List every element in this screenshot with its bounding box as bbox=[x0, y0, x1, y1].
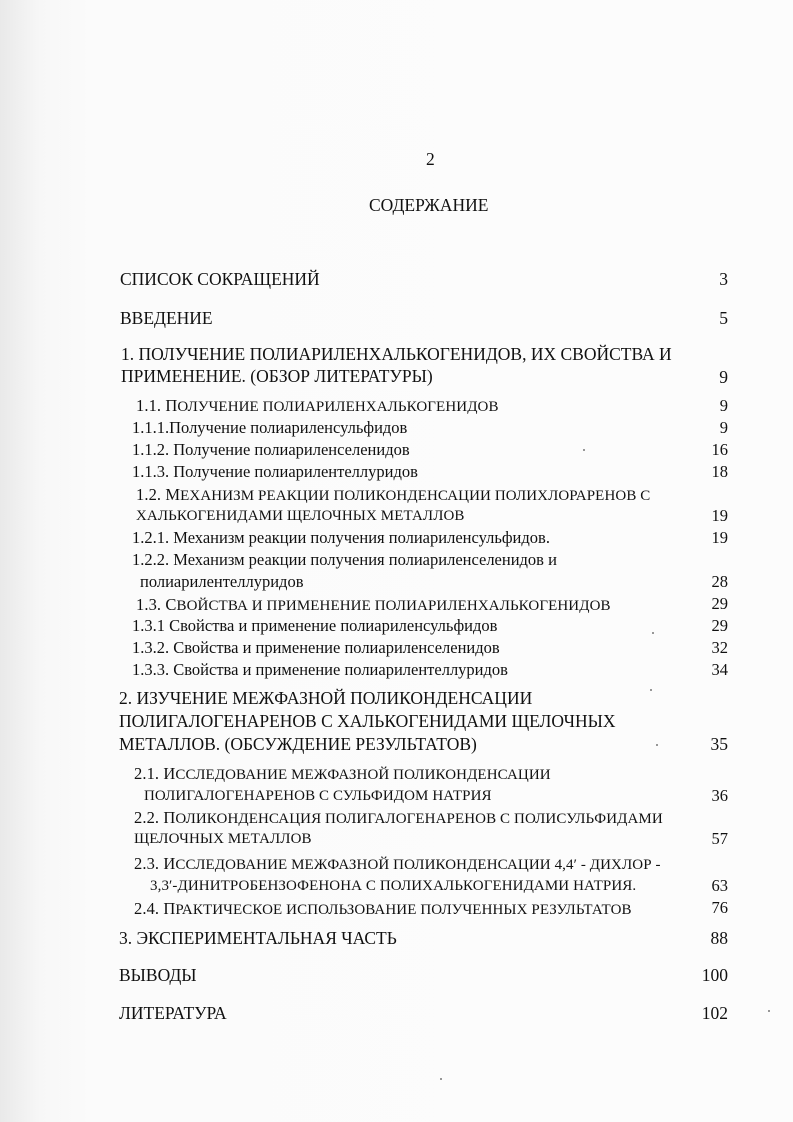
toc-entry-label: 2.4. ПРАКТИЧЕСКОЕ ИСПОЛЬЗОВАНИЕ ПОЛУЧЕННЫХ РЕЗУЛЬТАТОВ bbox=[134, 899, 632, 918]
toc-page-number: 36 bbox=[711, 786, 728, 805]
toc-page-number: 102 bbox=[701, 1003, 728, 1023]
toc-page-number: 29 bbox=[711, 616, 728, 635]
toc-entry-label: ЛИТЕРАТУРА bbox=[119, 1003, 227, 1023]
toc-page-number: 34 bbox=[711, 660, 728, 679]
toc-page-number: 9 bbox=[719, 367, 728, 387]
scan-speck bbox=[656, 744, 658, 746]
scan-speck bbox=[583, 449, 585, 451]
toc-entry-label: СПИСОК СОКРАЩЕНИЙ bbox=[120, 269, 320, 289]
toc-title: СОДЕРЖАНИЕ bbox=[369, 195, 489, 215]
scan-speck bbox=[650, 689, 652, 691]
toc-entry-label: 1. ПОЛУЧЕНИЕ ПОЛИАРИЛЕНХАЛЬКОГЕНИДОВ, ИХ СВОЙСТВА И bbox=[121, 344, 672, 364]
toc-entry-label-cont: ЩЕЛОЧНЫХ МЕТАЛЛОВ bbox=[134, 831, 312, 847]
toc-entry-label: 1.3.1 Свойства и применение полиариленсульфидов bbox=[132, 616, 498, 635]
toc-page-number: 5 bbox=[719, 308, 728, 328]
toc-page-number: 19 bbox=[711, 506, 728, 525]
toc-page-number: 57 bbox=[711, 829, 728, 848]
toc-entry-label: 1.2. МЕХАНИЗМ РЕАКЦИИ ПОЛИКОНДЕНСАЦИИ ПОЛИХЛОРАРЕНОВ С bbox=[136, 485, 651, 504]
toc-entry-label: 1.3.2. Свойства и применение полиариленселенидов bbox=[132, 638, 500, 657]
toc-page-number: 35 bbox=[710, 734, 728, 754]
toc-page-number: 88 bbox=[710, 928, 728, 948]
toc-entry-label: 3. ЭКСПЕРИМЕНТАЛЬНАЯ ЧАСТЬ bbox=[119, 928, 397, 948]
toc-entry-label: 1.1. ПОЛУЧЕНИЕ ПОЛИАРИЛЕНХАЛЬКОГЕНИДОВ bbox=[136, 396, 499, 415]
toc-page-number: 16 bbox=[711, 440, 728, 459]
toc-entry-label: 1.2.2. Механизм реакции получения полиариленселенидов и bbox=[132, 550, 557, 569]
toc-page-number: 100 bbox=[701, 965, 728, 985]
toc-entry-label: 1.3.3. Свойства и применение полиарилентеллуридов bbox=[132, 660, 508, 679]
toc-entry-label: 1.3. СВОЙСТВА И ПРИМЕНЕНИЕ ПОЛИАРИЛЕНХАЛЬКОГЕНИДОВ bbox=[136, 595, 611, 614]
toc-entry-label-cont: ПОЛИГАЛОГЕНАРЕНОВ С ХАЛЬКОГЕНИДАМИ ЩЕЛОЧНЫХ bbox=[119, 711, 616, 731]
toc-entry-label: 2.2. ПОЛИКОНДЕНСАЦИЯ ПОЛИГАЛОГЕНАРЕНОВ С ПОЛИСУЛЬФИДАМИ bbox=[134, 808, 663, 827]
toc-entry-label-cont: МЕТАЛЛОВ. (ОБСУЖДЕНИЕ РЕЗУЛЬТАТОВ) bbox=[119, 734, 477, 754]
toc-page-number: 9 bbox=[719, 418, 728, 437]
toc-page-number: 19 bbox=[711, 528, 728, 547]
toc-page-number: 63 bbox=[711, 876, 728, 895]
toc-page-number: 28 bbox=[711, 572, 728, 591]
page-number: 2 bbox=[426, 149, 435, 169]
toc-entry-label: ВВЕДЕНИЕ bbox=[120, 308, 213, 328]
toc-entry-label: 1.1.2. Получение полиариленселенидов bbox=[132, 440, 410, 459]
toc-entry-label-cont: ХАЛЬКОГЕНИДАМИ ЩЕЛОЧНЫХ МЕТАЛЛОВ bbox=[136, 508, 465, 524]
toc-page-number: 29 bbox=[711, 594, 728, 613]
scan-speck bbox=[440, 1078, 442, 1080]
toc-entry-label: 2.3. ИССЛЕДОВАНИЕ МЕЖФАЗНОЙ ПОЛИКОНДЕНСАЦИИ 4,4′ - ДИХЛОР - bbox=[134, 854, 661, 873]
toc-entry-label-cont: ПОЛИГАЛОГЕНАРЕНОВ С СУЛЬФИДОМ НАТРИЯ bbox=[144, 788, 492, 804]
toc-entry-label: 2. ИЗУЧЕНИЕ МЕЖФАЗНОЙ ПОЛИКОНДЕНСАЦИИ bbox=[119, 688, 533, 708]
toc-entry-label: 1.2.1. Механизм реакции получения полиариленсульфидов. bbox=[132, 528, 550, 547]
toc-entry-label-cont: 3,3′-ДИНИТРОБЕНЗОФЕНОНА С ПОЛИХАЛЬКОГЕНИДАМИ НАТРИЯ. bbox=[150, 878, 637, 894]
toc-page-number: 32 bbox=[711, 638, 728, 657]
toc-entry-label-cont: ПРИМЕНЕНИЕ. (ОБЗОР ЛИТЕРАТУРЫ) bbox=[121, 366, 433, 386]
toc-page-number: 76 bbox=[711, 898, 728, 917]
toc-page-number: 3 bbox=[719, 269, 728, 289]
toc-entry-label: 1.1.1.Получение полиариленсульфидов bbox=[132, 418, 408, 437]
toc-entry-label: 2.1. ИССЛЕДОВАНИЕ МЕЖФАЗНОЙ ПОЛИКОНДЕНСАЦИИ bbox=[134, 764, 551, 783]
toc-page-number: 18 bbox=[711, 462, 728, 481]
toc-entry-label-cont: полиарилентеллуридов bbox=[140, 572, 304, 591]
toc-entry-label: ВЫВОДЫ bbox=[119, 965, 197, 985]
toc-page-number: 9 bbox=[719, 396, 728, 415]
scan-speck bbox=[768, 1010, 770, 1012]
toc-entry-label: 1.1.3. Получение полиарилентеллуридов bbox=[132, 462, 418, 481]
scan-speck bbox=[652, 632, 654, 634]
